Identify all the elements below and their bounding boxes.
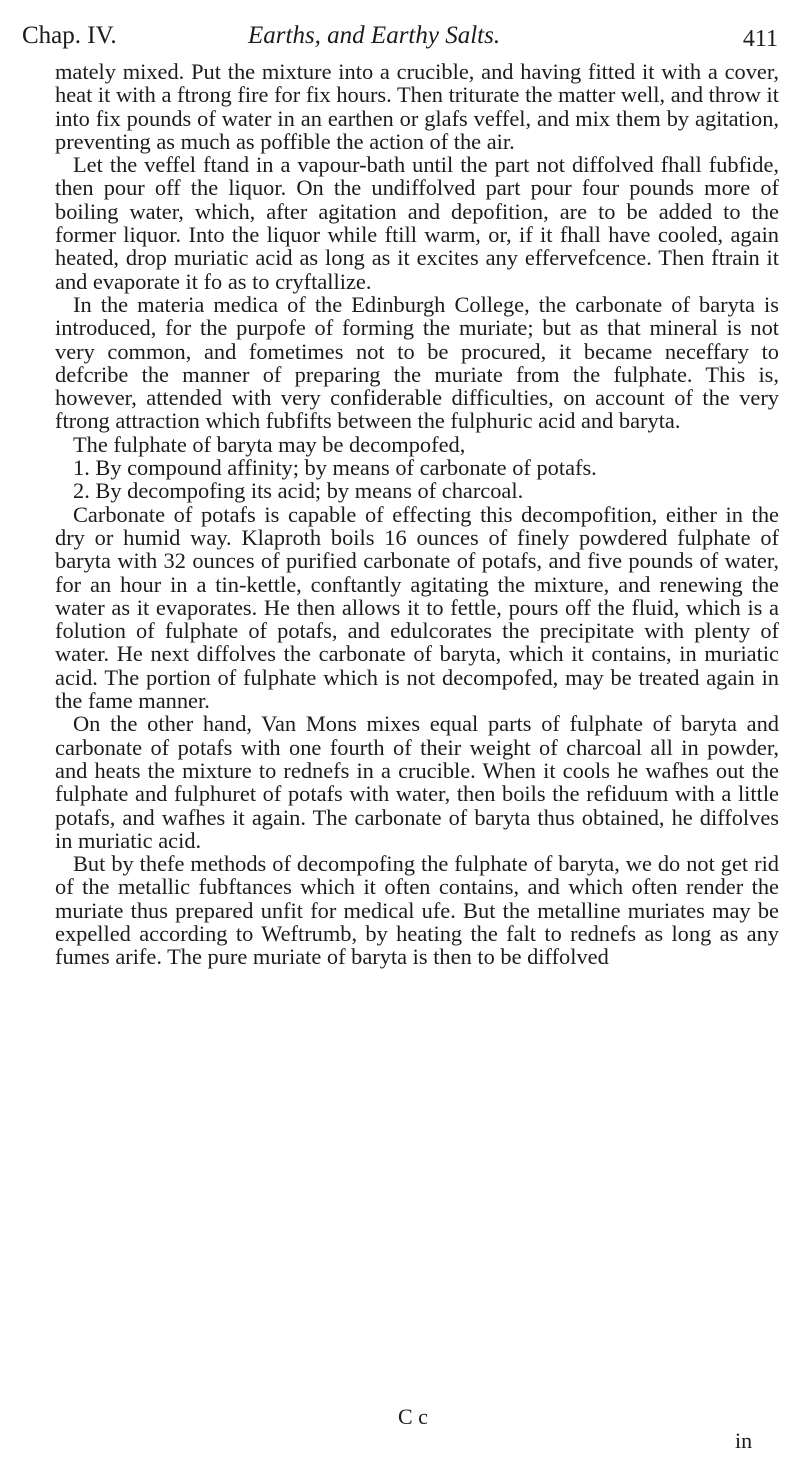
body-text (55, 60, 779, 969)
list-item-compound-affinity: 1. By compound affinity; by means of carbonate of potafs. (73, 455, 597, 481)
paragraph-van-mons: On the other hand, Van Mons mixes equal parts of fulphate of baryta and carbonate of potafs with one fourth of their weight of charcoal all in powder, and heats the mixture to rednefs in a crucible. When it cools he wafhes out the fulphate and fulphuret of potafs with water, then boils the refiduum with a little potafs, and wafhes it again. The carbonate of baryta thus obtained, he diffolves in muriatic acid. (55, 711, 779, 853)
paragraph-metallic-substances: But by thefe methods of decompofing the fulphate of baryta, we do not get rid of the metallic fubftances which it often contains, and which often render the muriate thus prepared unfit for medical ufe. But the metalline muriates may be expelled according to Weftrumb, by heating the falt to rednefs as long as any fumes arife. The pure muriate of baryta is then to be diffolved (55, 851, 779, 970)
running-header (22, 14, 780, 54)
paragraph-materia-medica: In the materia medica of the Edinburgh College, the carbonate of baryta is introduced, for the purpofe of forming the muriate; but as that mineral is not very common, and fometimes not to be procured, it became neceffary to defcribe the manner of preparing the muriate from the fulphate. This is, however, attended with very confiderable difficulties, on account of the very ftrong attraction which fubfifts between the fulphuric acid and baryta. (55, 291, 779, 434)
chapter-label: Chap. IV. (22, 22, 117, 49)
paragraph-continuation: mately mixed. Put the mixture into a crucible, and having fitted it with a cover, heat it with a ftrong fire for fix hours. Then triturate the matter well, and throw it into fix pounds of water in an earthen or glafs veffel, and mix them by agitation, preventing as much as poffible the action of the air. (55, 59, 779, 154)
running-title: Earths, and Earthy Salts. (248, 22, 501, 49)
list-item-charcoal: 2. By decompofing its acid; by means of charcoal. (73, 478, 524, 504)
signature-mark: C c (398, 1404, 428, 1429)
catchword: in (735, 1428, 753, 1453)
paragraph-klaproth: Carbonate of potafs is capable of effecting this decompofition, either in the dry or humid way. Klaproth boils 16 ounces of finely powdered fulphate of baryta with 32 ounces of purified carbonate of potafs, and five pounds of water, for an hour in a tin-kettle, conftantly agitating the mixture, and renewing the water as it evaporates. He then allows it to fettle, pours off the fluid, which is a folution of fulphate of potafs, and edulcorates the precipitate with plenty of water. He next diffolves the carbonate of baryta, which it contains, in muriatic acid. The portion of fulphate which is not decompofed, may be treated again in the fame manner. (55, 501, 779, 714)
page-number: 411 (742, 26, 778, 52)
paragraph-decomposition-intro: The fulphate of baryta may be decompofed, (73, 431, 466, 457)
paragraph-vapour-bath: Let the veffel ftand in a vapour-bath until the part not diffolved fhall fubfide, then pour off the liquor. On the undiffolved part pour four pounds more of boiling water, which, after agitation and depofition, are to be added to the former liquor. Into the liquor while ftill warm, or, if it fhall have cooled, again heated, drop muriatic acid as long as it excites any effervefcence. Then ftrain it and evaporate it fo as to cryftallize. (55, 152, 779, 294)
